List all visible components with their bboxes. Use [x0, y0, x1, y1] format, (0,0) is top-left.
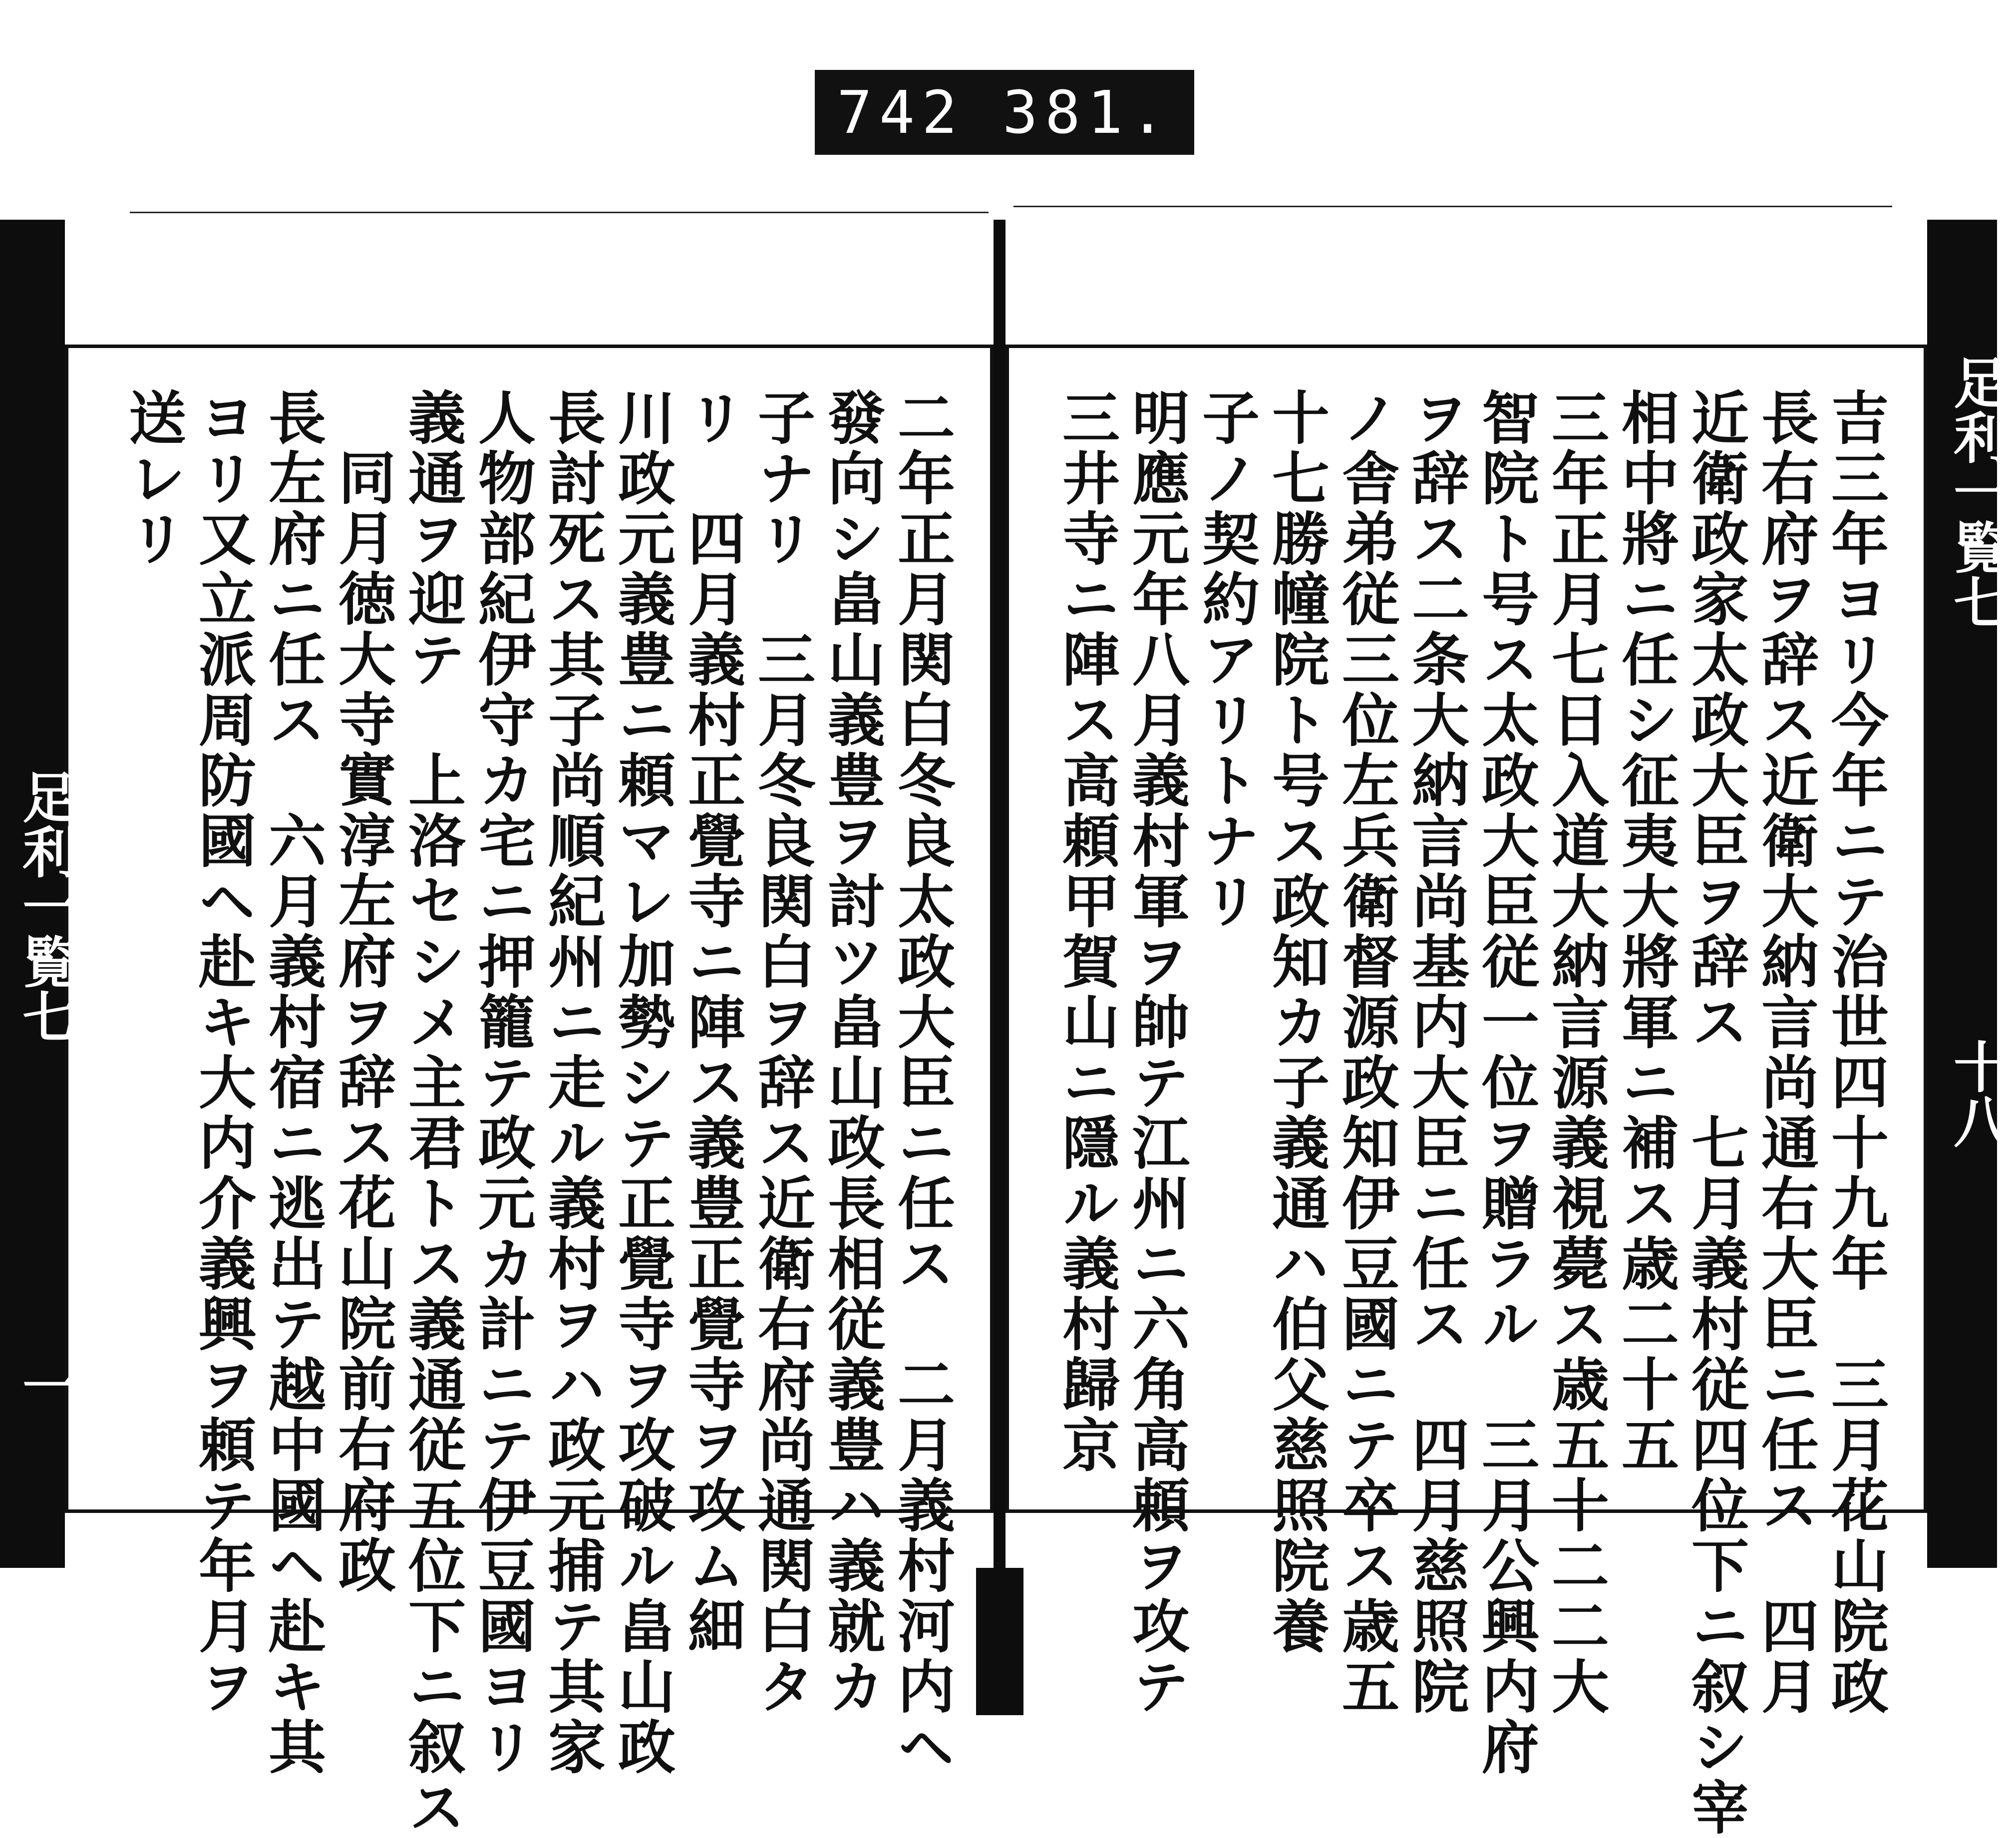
right-column-4: 相中將ニ任シ征夷大將軍ニ補ス歳二十五 [1612, 388, 1679, 1475]
top-edge-line [1013, 206, 1892, 207]
right-margin-folio: 十八 [1945, 1039, 2009, 1148]
right-column-6: 智院ト号ス太政大臣従一位ヲ贈ラル 三月公興内府 [1472, 388, 1539, 1778]
right-column-2: 長右府ヲ辞ス近衛大納言尚通右大臣ニ任ス 四月 [1751, 388, 1819, 1717]
left-column-12: 送レリ [119, 388, 186, 569]
open-book [0, 220, 2009, 1838]
right-column-8: ノ舎弟従三位左兵衛督源政知伊豆國ニテ卒ス歳五 [1332, 388, 1399, 1717]
left-column-8: 義通ヲ迎テ 上洛セシメ主君トス義通従五位下ニ叙ス [398, 388, 466, 1838]
right-column-10: 子ノ契約アリトナリ [1192, 388, 1260, 932]
left-column-10: 長左府ニ任ス 六月義村宿ニ逃出テ越中國ヘ赴キ其 [259, 388, 326, 1778]
right-margin-title: 足利一覧七 [1945, 355, 2009, 629]
top-edge-line [130, 212, 989, 213]
catalog-label [815, 70, 1194, 155]
left-column-1: 二年正月関白冬良太政大臣ニ任ス 二月義村河内ヘ [888, 388, 955, 1778]
right-column-9: 十七勝幢院ト号ス政知カ子義通ハ伯父慈照院養 [1262, 388, 1330, 1657]
right-column-11: 明應元年八月義村軍ヲ帥テ江州ニ六角高頼ヲ攻テ [1122, 388, 1190, 1717]
right-column-12: 三井寺ニ陣ス高頼甲賀山ニ隱ル義村歸京 [1052, 388, 1120, 1475]
catalog-number-left: 742 [837, 78, 965, 147]
left-column-3: 子ナリ 三月冬良関白ヲ辞ス近衛右府尚通関白タ [748, 388, 815, 1717]
left-margin-folio: 一 [13, 1358, 78, 1413]
left-column-2: 發向シ畠山義豊ヲ討ツ畠山政長相従義豊ハ義就カ [818, 388, 885, 1717]
right-page-frame [1006, 345, 1927, 1838]
left-column-4: リ 四月義村正覺寺ニ陣ス義豊正覺寺ヲ攻ム細 [678, 388, 745, 1657]
left-column-5: 川政元義豊ニ頼マレ加勢シテ正覺寺ヲ攻破ル畠山政 [608, 388, 675, 1778]
spine [994, 220, 1006, 1715]
spine-tab-bottom [976, 1568, 1023, 1715]
right-column-3: 近衛政家太政大臣ヲ辞ス 七月義村従四位下ニ叙シ宰 [1681, 388, 1749, 1838]
left-column-9: 同月徳大寺實淳左府ヲ辞ス花山院前右府政 [329, 448, 396, 1596]
catalog-number-right: 381. [1002, 78, 1172, 147]
left-column-11: ヨリ又立派周防國ヘ赴キ大内介義興ヲ頼テ年月ヲ [189, 388, 256, 1717]
left-column-6: 長討死ス其子尚順紀州ニ走ル義村ヲハ政元捕テ其家 [538, 388, 606, 1778]
left-margin-title: 足利一覧七 [13, 769, 78, 1044]
right-column-1: 吉三年ヨリ今年ニテ治世四十九年 三月花山院政 [1821, 388, 1889, 1717]
left-page-frame [65, 345, 994, 1838]
right-column-5: 三年正月七日入道大納言源義視薨ス歳五十二二大 [1542, 388, 1609, 1717]
right-column-7: ヲ辞ス二条大納言尚基内大臣ニ任ス 四月慈照院 [1402, 388, 1469, 1717]
left-column-7: 人物部紀伊守カ宅ニ押籠テ政元カ計ニテ伊豆國ヨリ [468, 388, 536, 1778]
